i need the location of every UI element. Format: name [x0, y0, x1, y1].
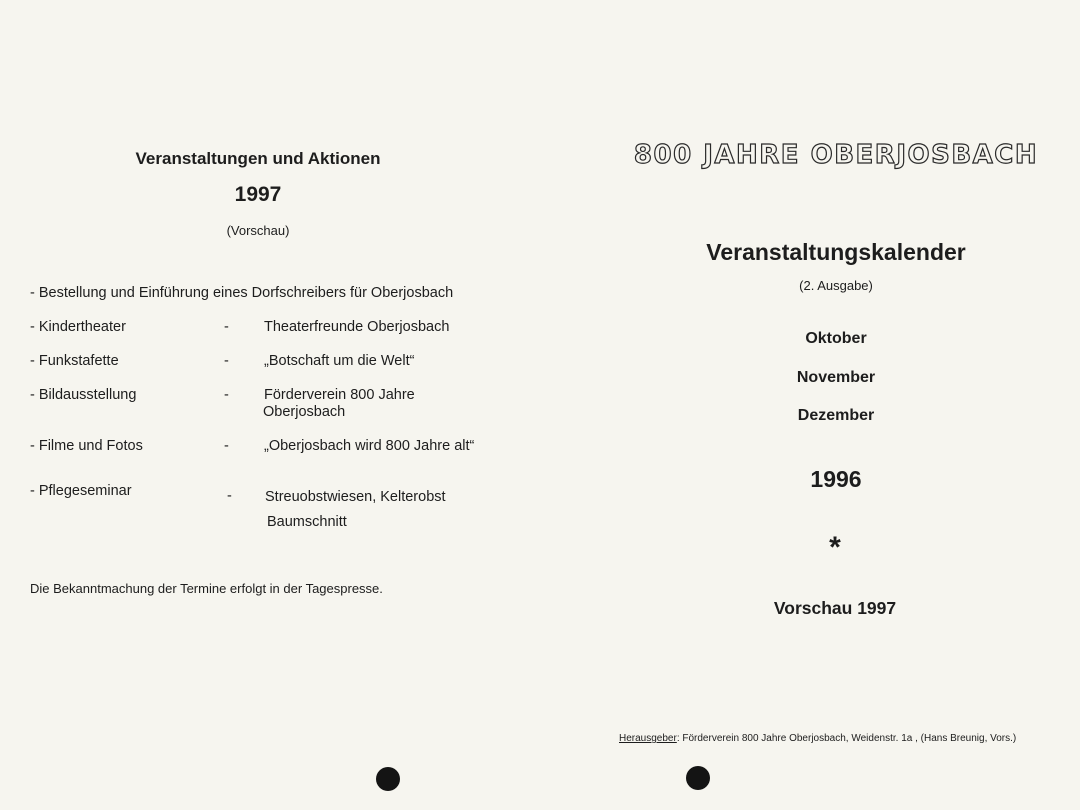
item-dash: -	[224, 438, 229, 454]
punch-hole-right	[686, 766, 710, 790]
item-dash: -	[227, 488, 232, 504]
month-oktober: Oktober	[805, 330, 867, 347]
item-desc2-bildausstellung: Oberjosbach	[263, 404, 346, 420]
publisher-footer	[619, 733, 1016, 744]
left-subtitle: (Vorschau)	[226, 223, 290, 238]
item-dash: -	[224, 387, 229, 403]
edition-label: (2. Ausgabe)	[799, 278, 873, 293]
item-name-kindertheater: - Kindertheater	[30, 319, 126, 335]
preview-label: Vorschau 1997	[773, 598, 897, 618]
item-desc-kindertheater: Theaterfreunde Oberjosbach	[264, 319, 450, 335]
month-dezember: Dezember	[797, 407, 875, 424]
item-desc-filme-fotos: „Oberjosbach wird 800 Jahre alt“	[264, 438, 475, 454]
calendar-year: 1996	[810, 466, 862, 492]
item-name-pflegeseminar: - Pflegeseminar	[30, 483, 132, 499]
calendar-title: Veranstaltungskalender	[706, 239, 966, 265]
item-name-bildausstellung: - Bildausstellung	[30, 387, 137, 403]
item-desc-pflegeseminar: Streuobstwiesen, Kelterobst	[265, 489, 446, 505]
punch-hole-left	[376, 767, 400, 791]
item-name-funkstafette: - Funkstafette	[30, 353, 119, 369]
left-heading: Veranstaltungen und Aktionen	[135, 149, 381, 168]
star-separator: *	[829, 531, 841, 564]
month-november: November	[796, 369, 876, 386]
item-desc2-pflegeseminar: Baumschnitt	[267, 514, 347, 530]
item-dash: -	[224, 319, 229, 335]
intro-item: - Bestellung und Einführung eines Dorfschreibers für Oberjosbach	[30, 285, 454, 301]
publisher-text: : Förderverein 800 Jahre Oberjosbach, Weidenstr. 1a , (Hans Breunig, Vors.)	[676, 733, 1017, 744]
publisher-label: Herausgeber	[619, 733, 677, 744]
press-note: Die Bekanntmachung der Termine erfolgt in der Tagespresse.	[30, 581, 383, 596]
item-dash: -	[224, 353, 229, 369]
item-desc-funkstafette: „Botschaft um die Welt“	[264, 353, 415, 369]
item-name-filme-fotos: - Filme und Fotos	[30, 438, 143, 454]
outline-title: 800 JAHRE OBERJOSBACH	[633, 140, 1039, 170]
item-desc-bildausstellung: Förderverein 800 Jahre	[264, 387, 415, 403]
left-year: 1997	[234, 183, 282, 206]
